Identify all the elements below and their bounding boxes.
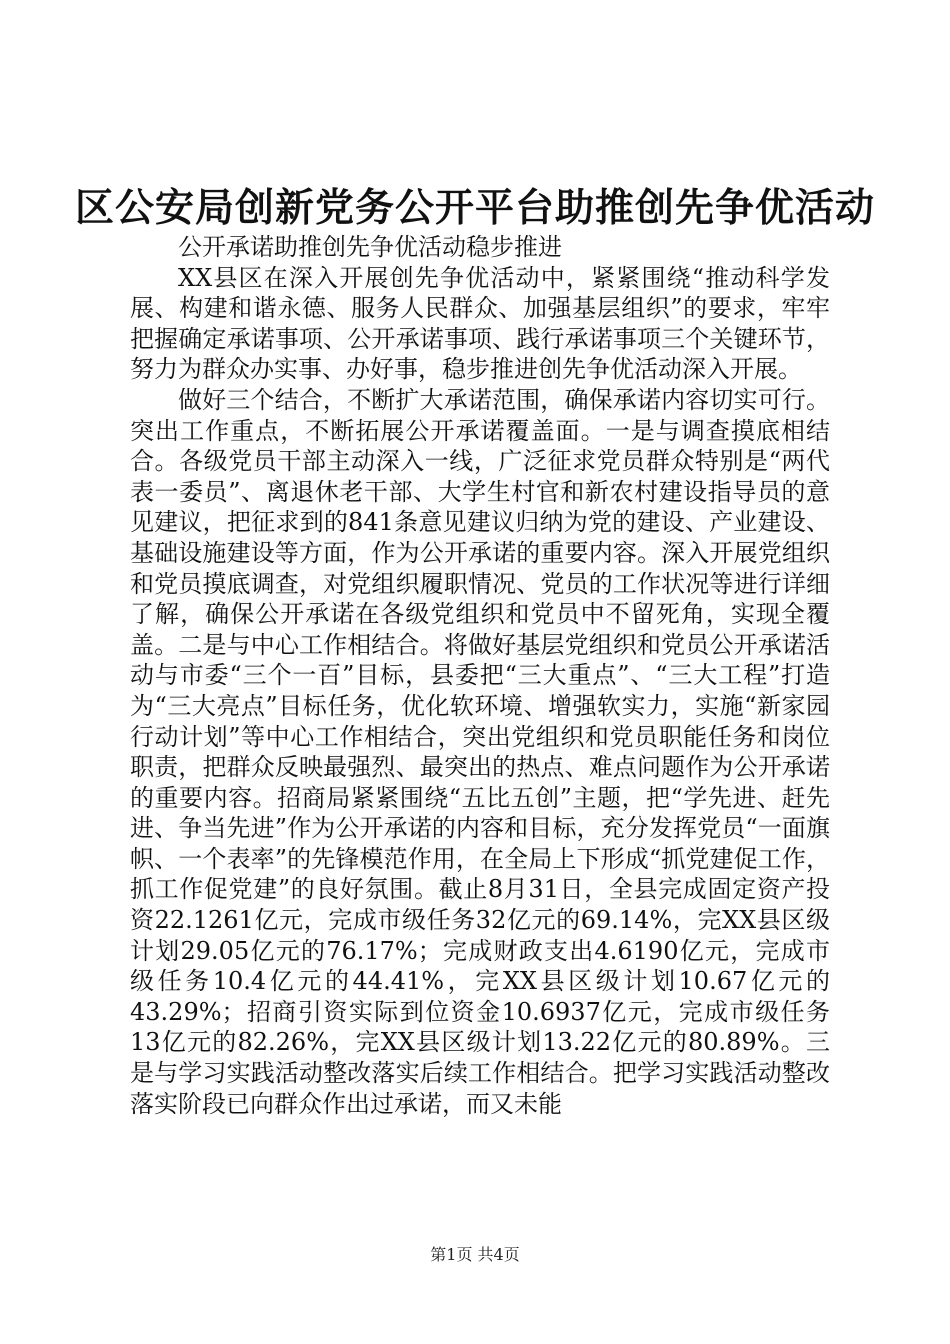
paragraph-main: 做好三个结合，不断扩大承诺范围，确保承诺内容切实可行。突出工作重点，不断拓展公开承诺覆盖面。一是与调查摸底相结合。各级党员干部主动深入一线，广泛征求党员群众特别是“两代表一委员”、离退休老干部、大学生村官和新农村建设指导员的意见建议，把征求到的841条意见建议归纳为党的建设、产业建设、基础设施建设等方面，作为公开承诺的重要内容。深入开展党组织和党员摸底调查，对党组织履职情况、党员的工作状况等进行详细了解，确保公开承诺在各级党组织和党员中不留死角，实现全覆盖。二是与中心工作相结合。将做好基层党组织和党员公开承诺活动与市委“三个一百”目标，县委把“三大重点”、“三大工程”打造为“三大亮点”目标任务，优化软环境、增强软实力，实施“新家园行动计划”等中心工作相结合，突出党组织和党员职能任务和岗位职责，把群众反映最强烈、最突出的热点、难点问题作为公开承诺的重要内容。招商局紧紧围绕“五比五创”主题，把“学先进、赶先进、争当先进”作为公开承诺的内容和目标，充分发挥党员“一面旗帜、一个表率”的先锋模范作用，在全局上下形成“抓党建促工作，抓工作促党建”的良好氛围。截止8月31日，全县完成固定资产投资22.1261亿元，完成市级任务32亿元的69.14%，完XX县区级计划29.05亿元的76.17%；完成财政支出4.6190亿元，完成市级任务10.4亿元的44.41%，完XX县区级计划10.67亿元的43.29%；招商引资实际到位资金10.6937亿元，完成市级任务13亿元的82.26%，完XX县区级计划13.22亿元的80.89%。三是与学习实践活动整改落实后续工作相结合。把学习实践活动整改落实阶段已向群众作出过承诺，而又未能 — [130, 385, 830, 1118]
page-number-footer: 第1页 共4页 — [430, 1245, 520, 1264]
document-subtitle: 公开承诺助推创先争优活动稳步推进 — [178, 233, 562, 261]
document-title: 区公安局创新党务公开平台助推创先争优活动 — [74, 185, 875, 231]
document-body — [130, 232, 830, 1119]
paragraph-intro: XX县区在深入开展创先争优活动中，紧紧围绕“推动科学发展、构建和谐永德、服务人民群众、加强基层组织”的要求，牢牢把握确定承诺事项、公开承诺事项、践行承诺事项三个关键环节，努力为群众办实事、办好事，稳步推进创先争优活动深入开展。 — [130, 263, 830, 384]
